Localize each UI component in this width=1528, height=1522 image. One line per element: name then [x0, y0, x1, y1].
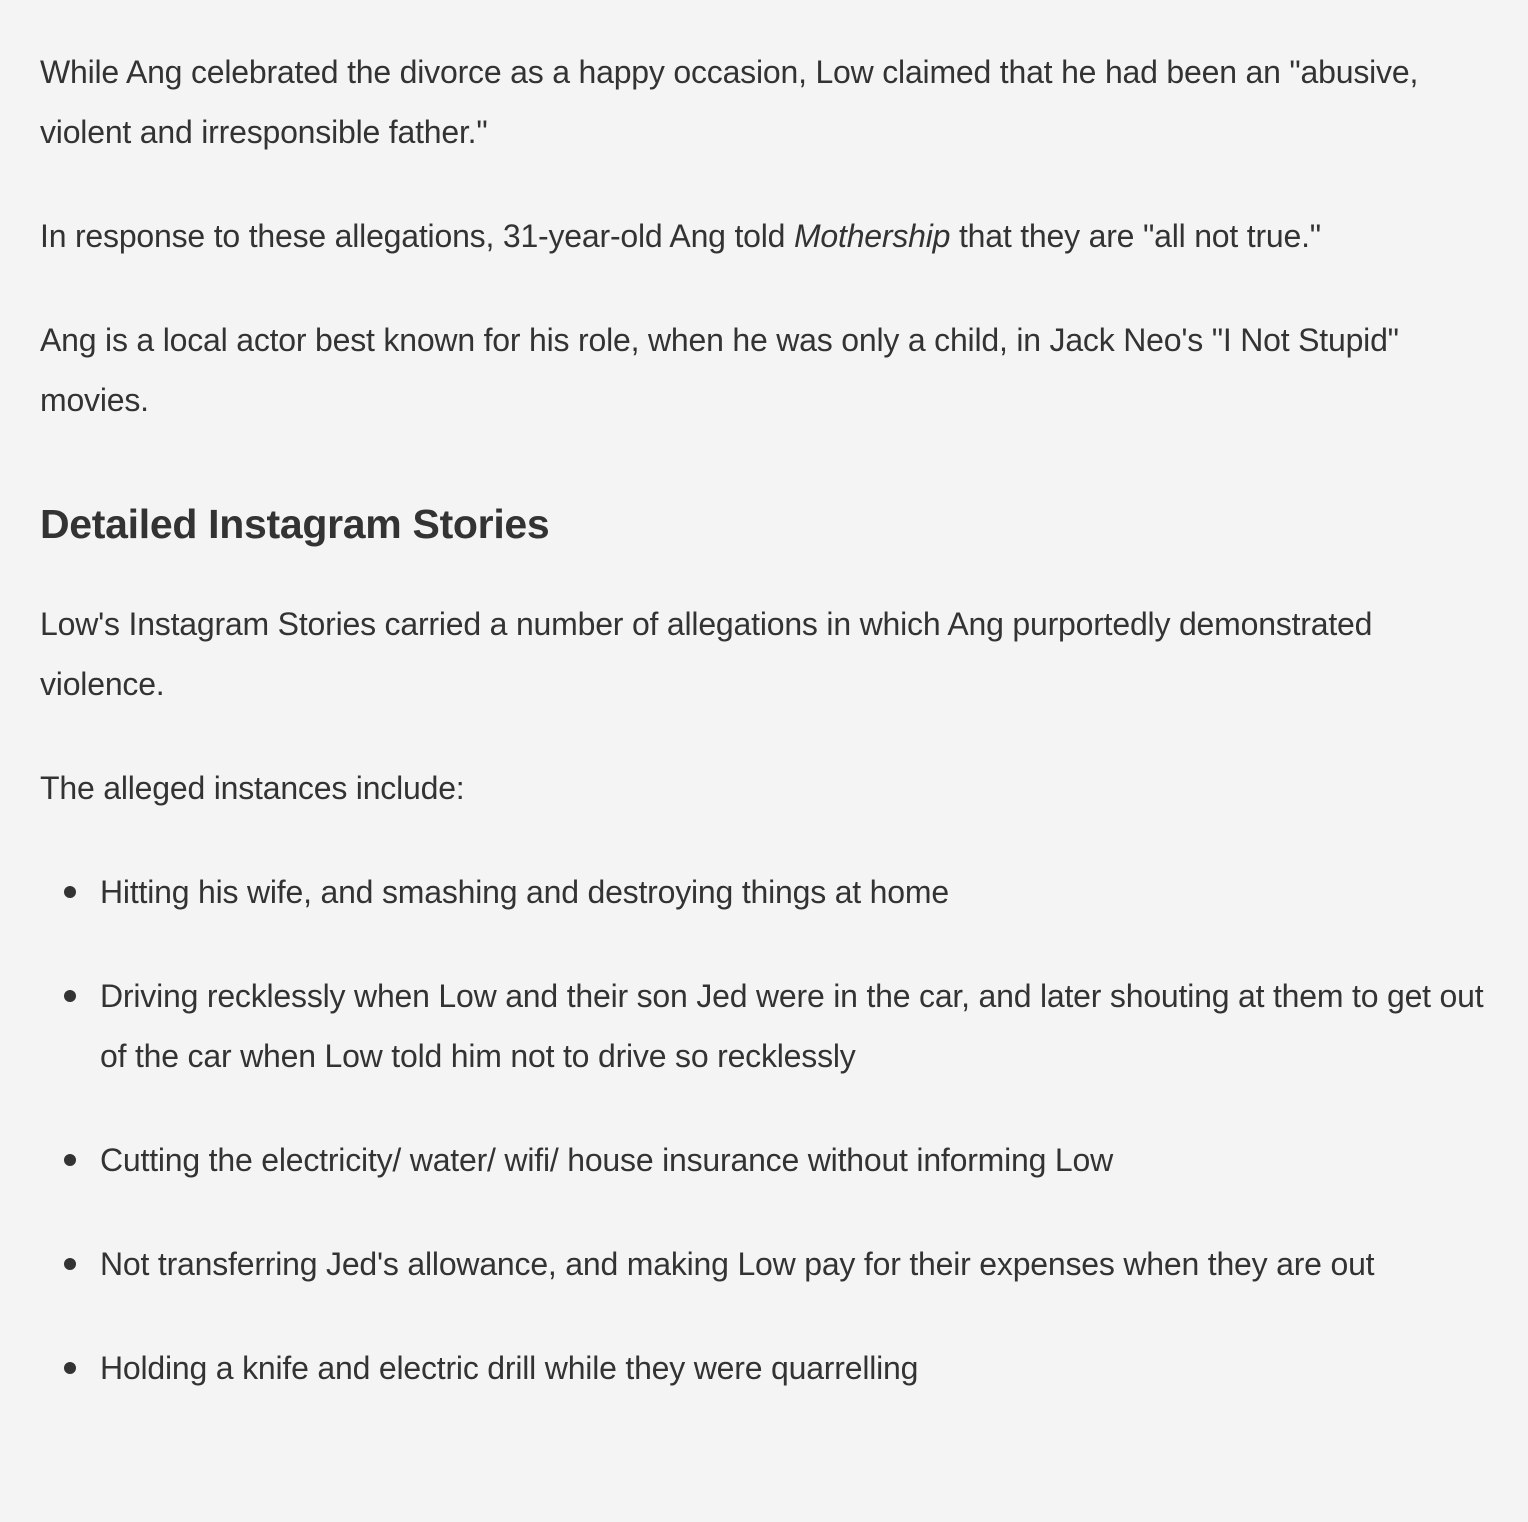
bullet-icon [64, 1362, 76, 1374]
paragraph-allegations: Low's Instagram Stories carried a number of allegations in which Ang purportedly demonstrated violence. [40, 606, 1373, 702]
list-item-text: Driving recklessly when Low and their son Jed were in the car, and later shouting at them to get out of the car when Low told him not to drive so recklessly [100, 978, 1484, 1074]
list-item [40, 862, 1488, 922]
paragraph-list-intro: The alleged instances include: [40, 770, 465, 806]
paragraph-response-text-start: In response to these allegations, 31-year-old Ang told [40, 218, 794, 254]
allegations-list [40, 862, 1488, 1398]
list-item [40, 1130, 1488, 1190]
list-item [40, 966, 1488, 1086]
bullet-icon [64, 886, 76, 898]
paragraph-response-text-end: that they are "all not true." [950, 218, 1321, 254]
paragraph-actor-bio: Ang is a local actor best known for his role, when he was only a child, in Jack Neo's "I Not Stupid" movies. [40, 322, 1399, 418]
list-item-text: Hitting his wife, and smashing and destroying things at home [100, 874, 949, 910]
bullet-icon [64, 1154, 76, 1166]
bullet-icon [64, 990, 76, 1002]
paragraph-response [40, 206, 1488, 266]
list-item-text: Holding a knife and electric drill while they were quarrelling [100, 1350, 919, 1386]
publication-name: Mothership [793, 218, 951, 254]
list-item-text: Cutting the electricity/ water/ wifi/ house insurance without informing Low [100, 1142, 1114, 1178]
list-item [40, 1338, 1488, 1398]
bullet-icon [64, 1258, 76, 1270]
section-heading: Detailed Instagram Stories [40, 501, 550, 547]
paragraph-divorce: While Ang celebrated the divorce as a happy occasion, Low claimed that he had been an "abusive, violent and irresponsible father." [40, 54, 1419, 150]
list-item [40, 1234, 1488, 1294]
list-item-text: Not transferring Jed's allowance, and making Low pay for their expenses when they are out [100, 1246, 1375, 1282]
